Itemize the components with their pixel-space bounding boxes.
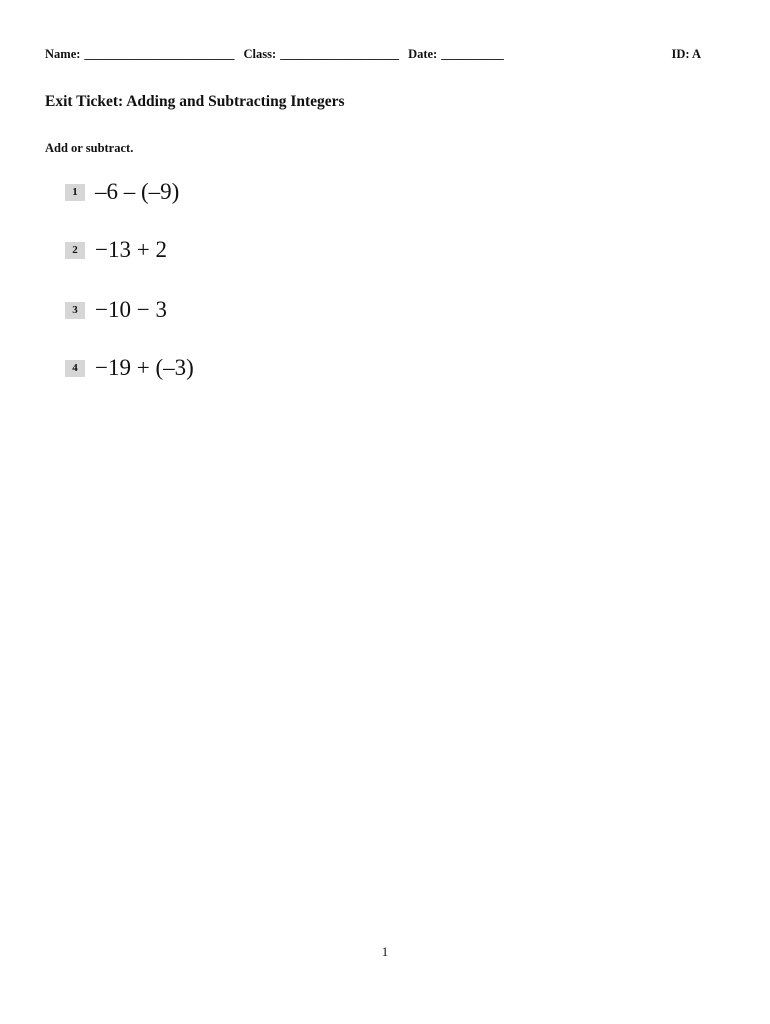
date-label: Date: — [408, 47, 438, 61]
problem-expression: −19 + (–3) — [95, 355, 194, 380]
student-info-fields — [45, 47, 510, 62]
problem-expression: −10 − 3 — [95, 297, 167, 322]
problem-number: 3 — [65, 302, 85, 319]
date-blank: __________ — [441, 47, 504, 61]
name-label: Name: — [45, 47, 81, 61]
class-label: Class: — [243, 47, 277, 61]
worksheet-header — [45, 47, 701, 65]
page-number: 1 — [381, 944, 389, 959]
problem-number: 1 — [65, 184, 85, 201]
version-id: ID: A — [671, 47, 701, 61]
name-field — [45, 47, 238, 61]
problem-expression: −13 + 2 — [95, 237, 167, 262]
problem-number: 2 — [65, 242, 85, 259]
name-blank: ________________________ — [84, 47, 235, 61]
worksheet-title: Exit Ticket: Adding and Subtracting Integers — [45, 93, 345, 110]
instructions: Add or subtract. — [45, 141, 134, 155]
class-field — [244, 47, 403, 61]
problem-number: 4 — [65, 360, 85, 377]
class-blank: ___________________ — [280, 47, 399, 61]
problem-expression: –6 – (–9) — [95, 179, 180, 204]
date-field — [408, 47, 504, 61]
